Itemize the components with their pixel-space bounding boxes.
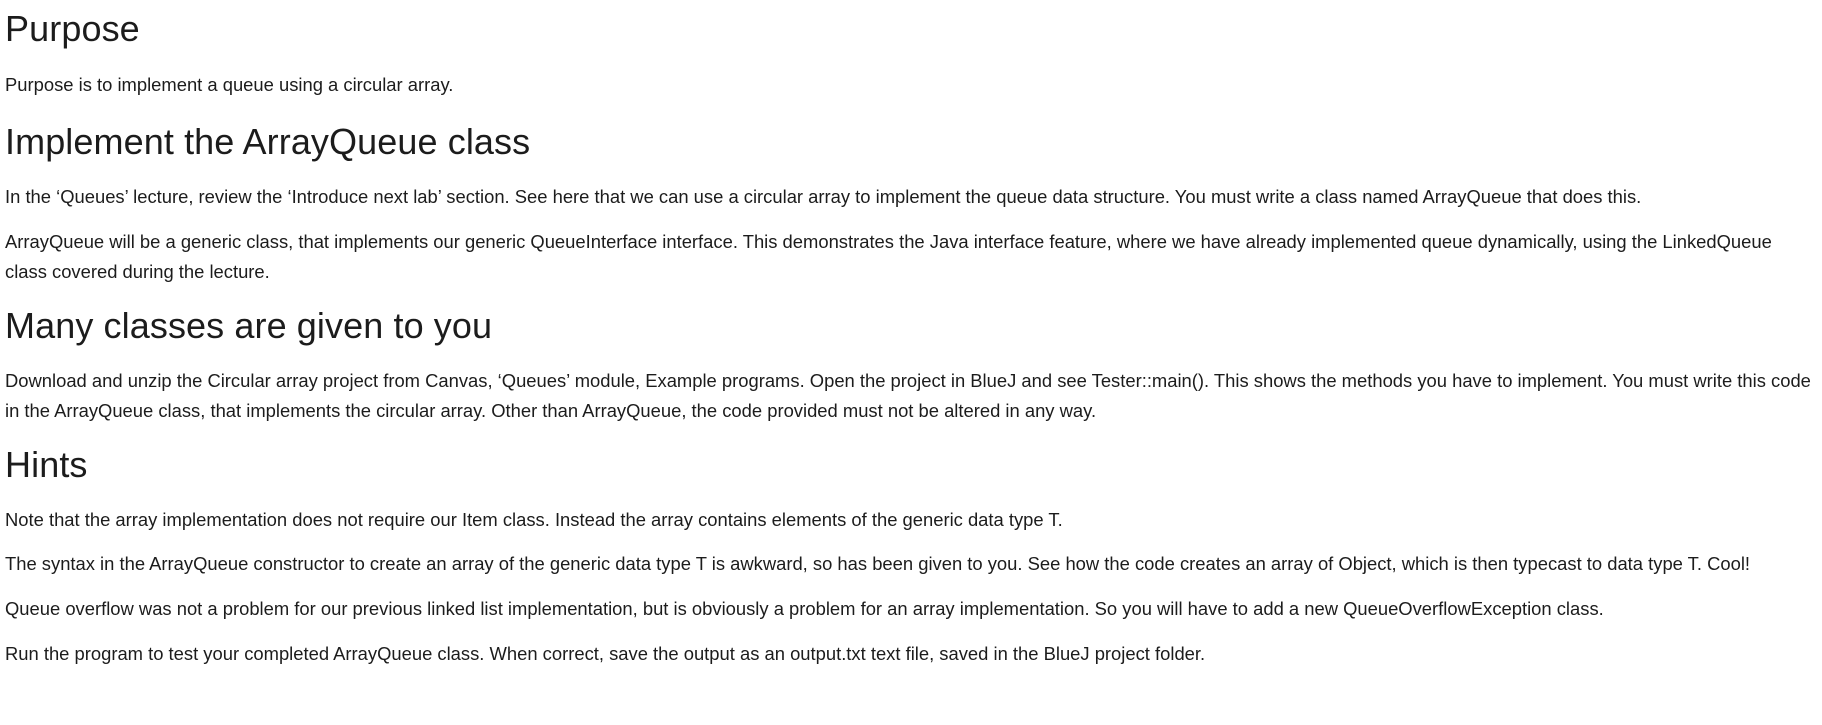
- heading-purpose: Purpose: [5, 8, 140, 49]
- implement-paragraph-2: ArrayQueue will be a generic class, that implements our generic QueueInterface interface. This demonstrates the Java interface feature, where we have already implemented queue dynamically, using the LinkedQueue class covered during the lecture.: [5, 231, 1772, 282]
- heading-classes-given: Many classes are given to you: [5, 305, 493, 346]
- purpose-paragraph: Purpose is to implement a queue using a circular array.: [5, 74, 454, 95]
- heading-implement-arrayqueue: Implement the ArrayQueue class: [5, 121, 531, 162]
- hints-paragraph-3: Queue overflow was not a problem for our previous linked list implementation, but is obviously a problem for an array implementation. So you will have to add a new QueueOverflowException class.: [5, 598, 1604, 619]
- hints-paragraph-4: Run the program to test your completed ArrayQueue class. When correct, save the output as an output.txt text file, saved in the BlueJ project folder.: [5, 643, 1206, 664]
- hints-paragraph-2: The syntax in the ArrayQueue constructor to create an array of the generic data type T is awkward, so has been given to you. See how the code creates an array of Object, which is then typecast to data type T. Cool!: [5, 553, 1751, 574]
- heading-hints: Hints: [5, 444, 88, 485]
- implement-paragraph-1: In the ‘Queues’ lecture, review the ‘Introduce next lab’ section. See here that we can use a circular array to implement the queue data structure. You must write a class named ArrayQueue that does this.: [5, 186, 1642, 207]
- classes-given-paragraph: Download and unzip the Circular array project from Canvas, ‘Queues’ module, Example programs. Open the project in BlueJ and see Tester::main(). This shows the methods you have to implement. You must write this code in the ArrayQueue class, that implements the circular array. Other than ArrayQueue, the code provided must not be altered in any way.: [5, 370, 1811, 421]
- hints-paragraph-1: Note that the array implementation does not require our Item class. Instead the array contains elements of the generic data type T.: [5, 509, 1063, 530]
- document-body: [5, 0, 1817, 669]
